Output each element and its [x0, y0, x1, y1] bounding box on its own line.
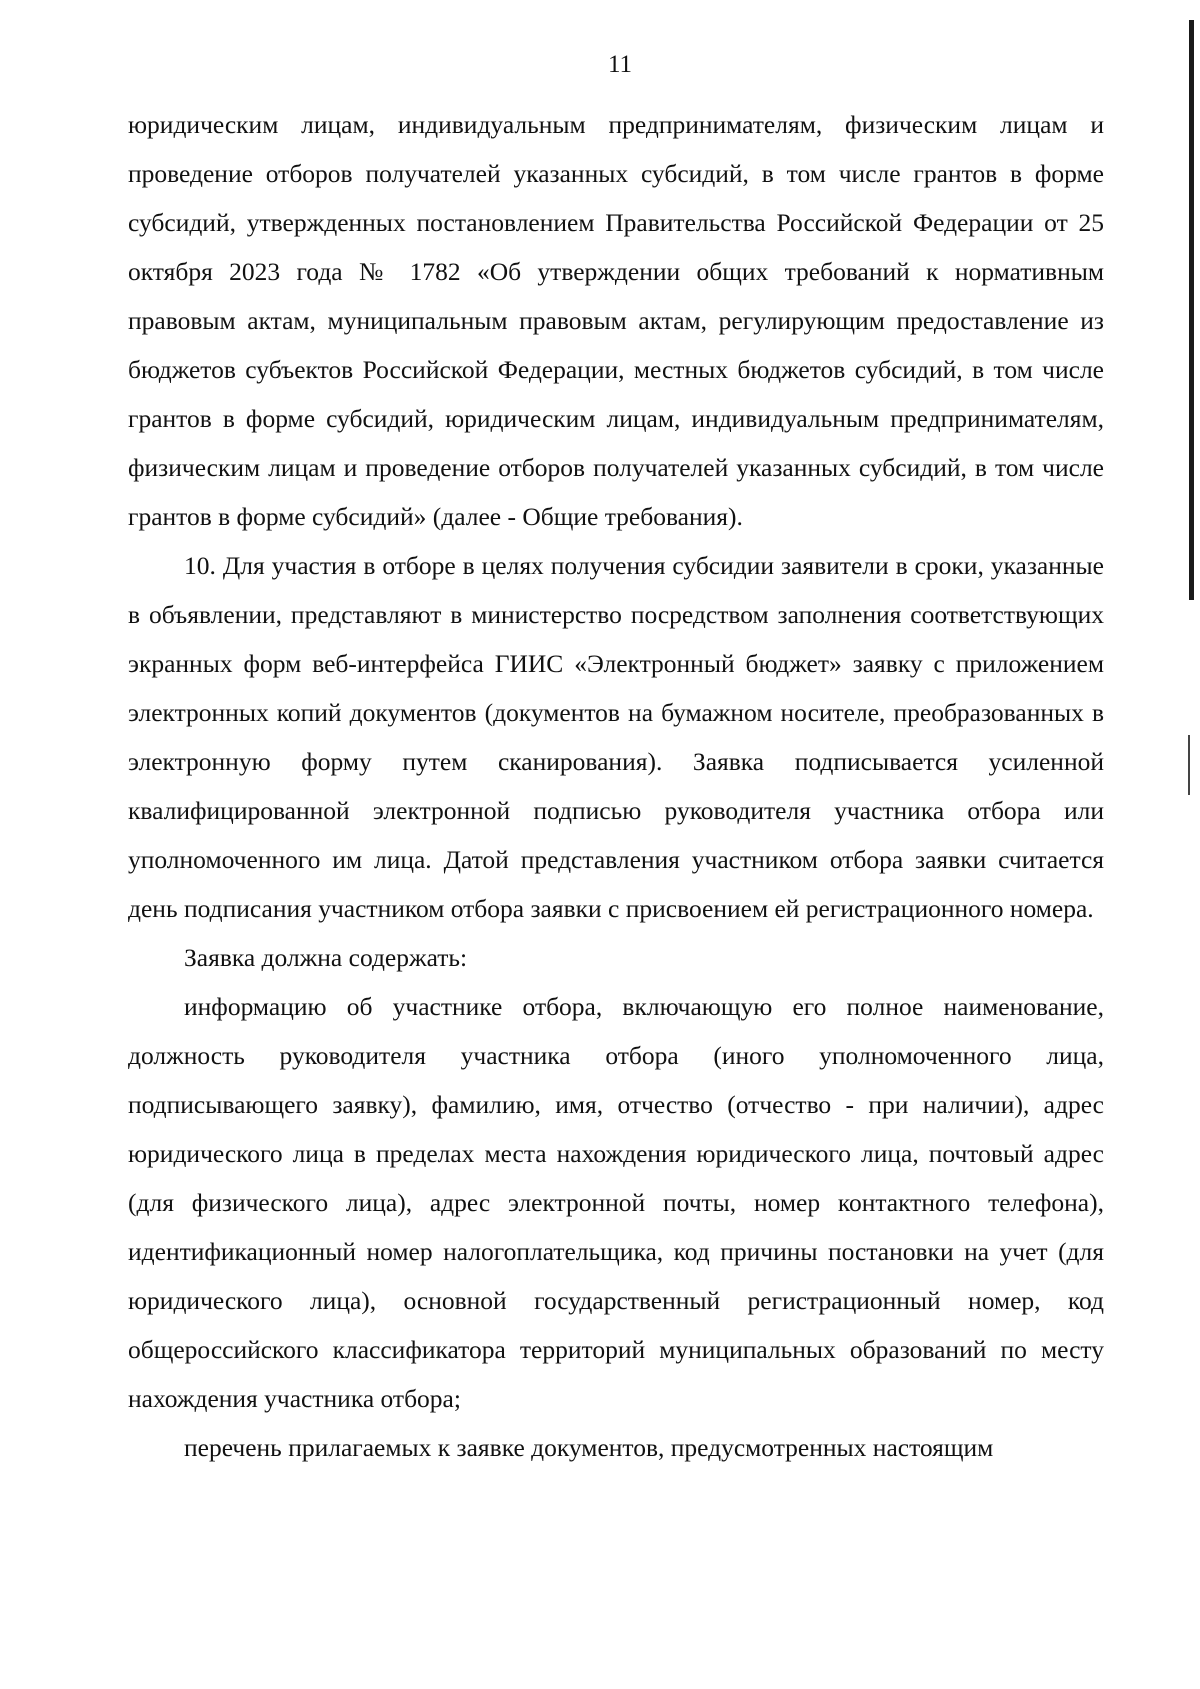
paragraph-attached-documents-list: перечень прилагаемых к заявке документов, предусмотренных настоящим — [184, 1433, 994, 1462]
scan-artifact-mark — [1188, 735, 1190, 795]
document-body — [128, 100, 1104, 1472]
paragraph-continuation: юридическим лицам, индивидуальным предпринимателям, физическим лицам и проведение отборов получателей указанных субсидий, в том числе грантов в форме субсидий, утвержденных постановлением Правительства Российской Федерации от 25 октября 2023 года № 1782 «Об утверждении общих требований к нормативным правовым актам, муниципальным правовым актам, регулирующим предоставление из бюджетов субъектов Российской Федерации, местных бюджетов субсидий, в том числе грантов в форме субсидий, юридическим лицам, индивидуальным предпринимателям, физическим лицам и проведение отборов получателей указанных субсидий, в том числе грантов в форме субсидий» (далее - Общие требования). — [128, 110, 1104, 531]
scan-border-line — [1189, 20, 1194, 600]
page-number: 11 — [607, 51, 633, 78]
paragraph-participant-information: информацию об участнике отбора, включающую его полное наименование, должность руководителя участника отбора (иного уполномоченного лица, подписывающего заявку), фамилию, имя, отчество (отчество - при наличии), адрес юридического лица в пределах места нахождения юридического лица, почтовый адрес (для физического лица), адрес электронной почты, номер контактного телефона), идентификационный номер налогоплательщика, код причины постановки на учет (для юридического лица), основной государственный регистрационный номер, код общероссийского классификатора территорий муниципальных образований по месту нахождения участника отбора; — [128, 992, 1104, 1413]
paragraph-application-contents-heading: Заявка должна содержать: — [184, 943, 468, 972]
paragraph-item-10: 10. Для участия в отборе в целях получения субсидии заявители в сроки, указанные в объявлении, представляют в министерство посредством заполнения соответствующих экранных форм веб-интерфейса ГИИС «Электронный бюджет» заявку с приложением электронных копий документов (документов на бумажном носителе, преобразованных в электронную форму путем сканирования). Заявка подписывается усиленной квалифицированной электронной подписью руководителя участника отбора или уполномоченного им лица. Датой представления участником отбора заявки считается день подписания участником отбора заявки с присвоением ей регистрационного номера. — [128, 551, 1104, 923]
